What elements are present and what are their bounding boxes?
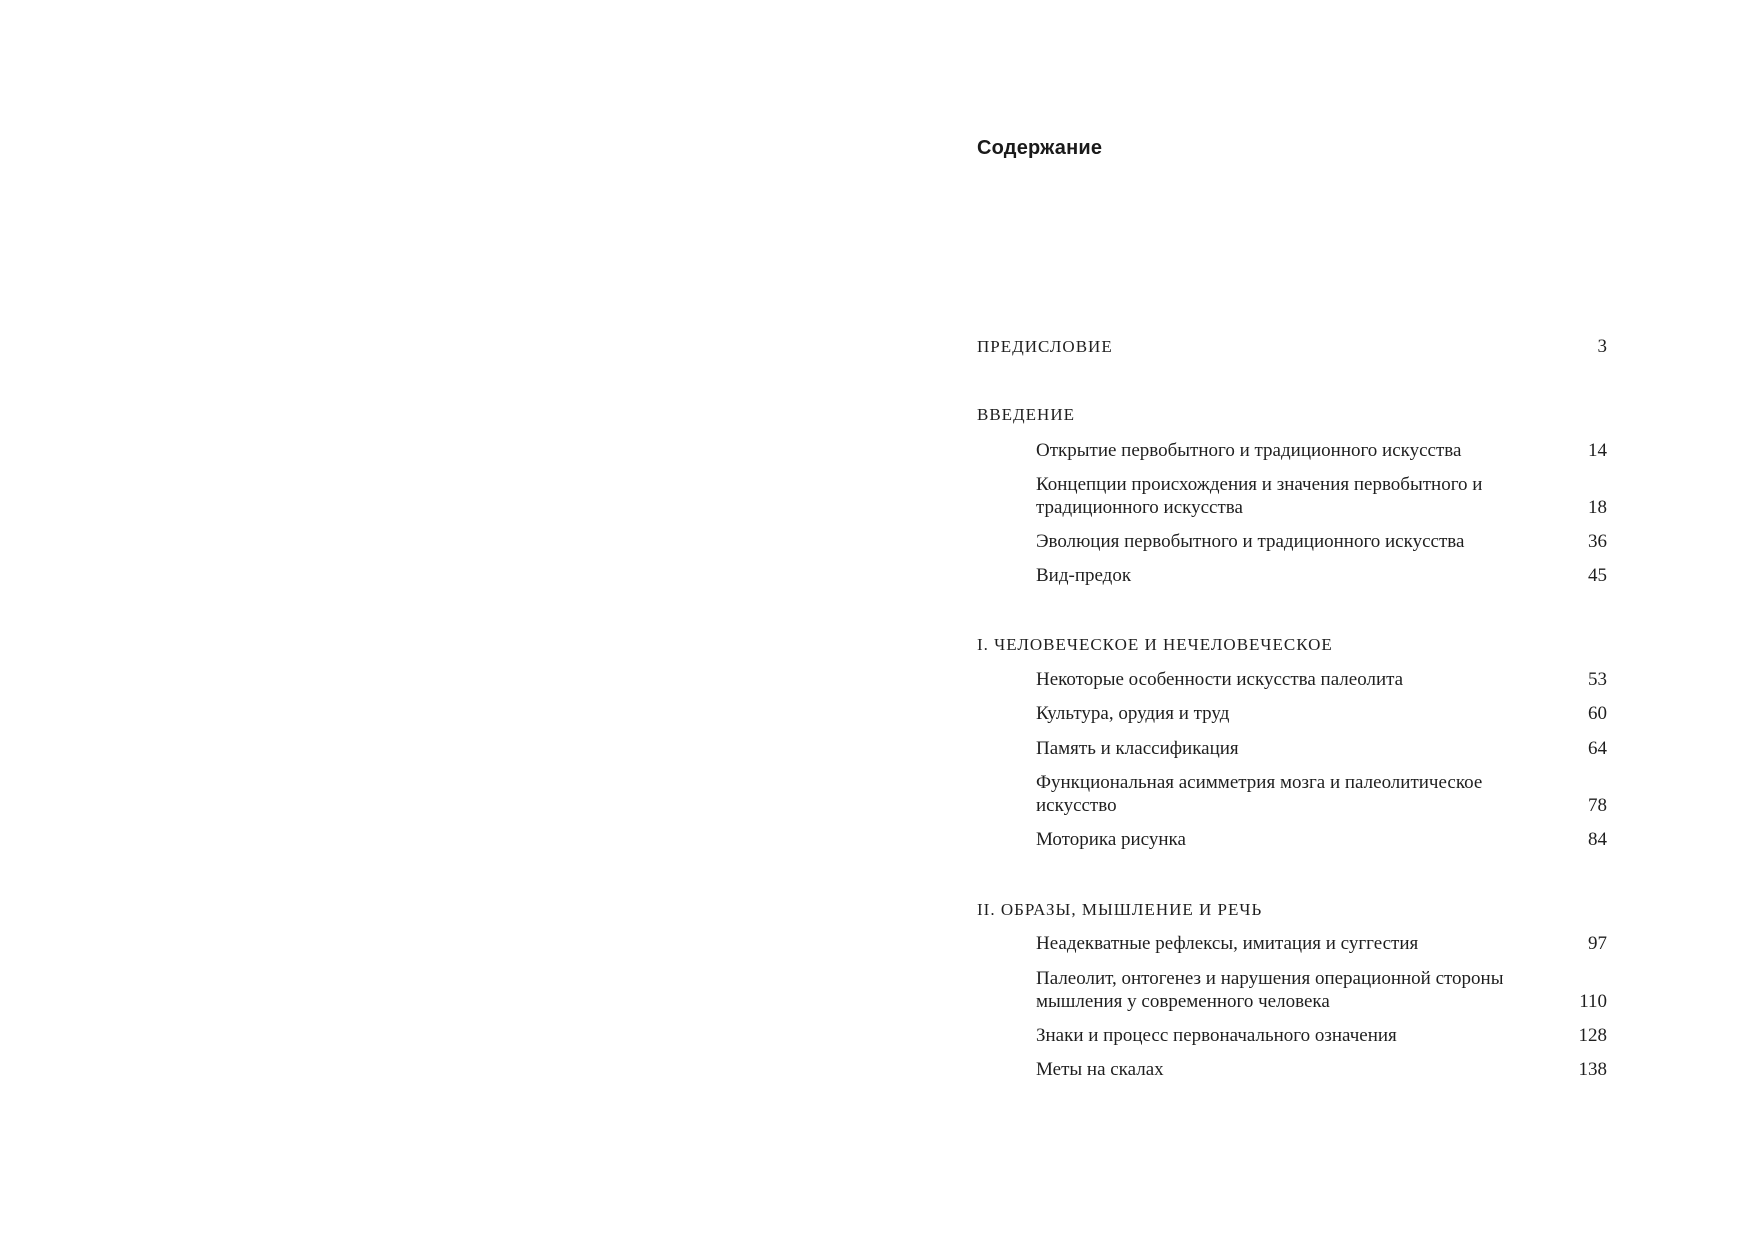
toc-entry[interactable] bbox=[1036, 1058, 1607, 1081]
entry-title: Палеолит, онтогенез и нарушения операционной стороны мышления у современного человека bbox=[1036, 968, 1504, 1012]
page-title: Содержание bbox=[977, 137, 1103, 159]
toc-entry[interactable] bbox=[1036, 702, 1607, 725]
page-number: 14 bbox=[1588, 440, 1607, 461]
toc-entry[interactable] bbox=[1036, 439, 1607, 462]
toc-entry[interactable] bbox=[1036, 737, 1607, 760]
section-label: ПРЕДИСЛОВИЕ bbox=[977, 337, 1113, 356]
toc-entry[interactable] bbox=[1036, 932, 1607, 955]
toc-entry[interactable] bbox=[1036, 530, 1607, 553]
toc-entry[interactable] bbox=[1036, 473, 1607, 519]
toc-entry[interactable] bbox=[1036, 967, 1607, 1013]
entry-title: Моторика рисунка bbox=[1036, 829, 1186, 850]
entry-title: Культура, орудия и труд bbox=[1036, 703, 1230, 724]
page-number: 18 bbox=[1588, 497, 1607, 518]
page-number: 60 bbox=[1588, 703, 1607, 724]
toc-section-introduction bbox=[977, 403, 1607, 427]
page-number: 53 bbox=[1588, 669, 1607, 690]
page-number: 110 bbox=[1579, 991, 1607, 1012]
page-number: 64 bbox=[1588, 738, 1607, 759]
page-number: 78 bbox=[1588, 795, 1607, 816]
page-number: 36 bbox=[1588, 531, 1607, 552]
entry-title: Некоторые особенности искусства палеолита bbox=[1036, 669, 1404, 690]
table-of-contents bbox=[977, 0, 1607, 1241]
toc-entry[interactable] bbox=[1036, 1024, 1607, 1047]
toc-entry[interactable] bbox=[1036, 564, 1607, 587]
toc-section-part-2 bbox=[977, 898, 1607, 922]
entry-title: Знаки и процесс первоначального означения bbox=[1036, 1025, 1397, 1046]
page-number: 45 bbox=[1588, 565, 1607, 586]
entry-title: Память и классификация bbox=[1036, 738, 1239, 759]
toc-section-preface[interactable] bbox=[977, 335, 1607, 359]
section-label: ВВЕДЕНИЕ bbox=[977, 405, 1075, 424]
page-number: 97 bbox=[1588, 933, 1607, 954]
entry-title: Меты на скалах bbox=[1036, 1059, 1164, 1080]
page-number: 128 bbox=[1578, 1025, 1607, 1046]
entry-title: Функциональная асимметрия мозга и палеолитическое искусство bbox=[1036, 772, 1483, 816]
entry-title: Эволюция первобытного и традиционного искусства bbox=[1036, 531, 1465, 552]
entry-title: Концепции происхождения и значения первобытного и традиционного искусства bbox=[1036, 474, 1483, 518]
section-label: II. ОБРАЗЫ, МЫШЛЕНИЕ И РЕЧЬ bbox=[977, 900, 1263, 919]
entry-title: Открытие первобытного и традиционного искусства bbox=[1036, 440, 1462, 461]
toc-entry[interactable] bbox=[1036, 668, 1607, 691]
toc-entry[interactable] bbox=[1036, 771, 1607, 817]
toc-entry[interactable] bbox=[1036, 828, 1607, 851]
entry-title: Неадекватные рефлексы, имитация и суггестия bbox=[1036, 933, 1419, 954]
toc-section-part-1 bbox=[977, 633, 1607, 657]
page-number: 3 bbox=[1597, 336, 1607, 357]
page-number: 84 bbox=[1588, 829, 1607, 850]
section-label: I. ЧЕЛОВЕЧЕСКОЕ И НЕЧЕЛОВЕЧЕСКОЕ bbox=[977, 635, 1333, 654]
entry-title: Вид-предок bbox=[1036, 565, 1132, 586]
page-number: 138 bbox=[1578, 1059, 1607, 1080]
